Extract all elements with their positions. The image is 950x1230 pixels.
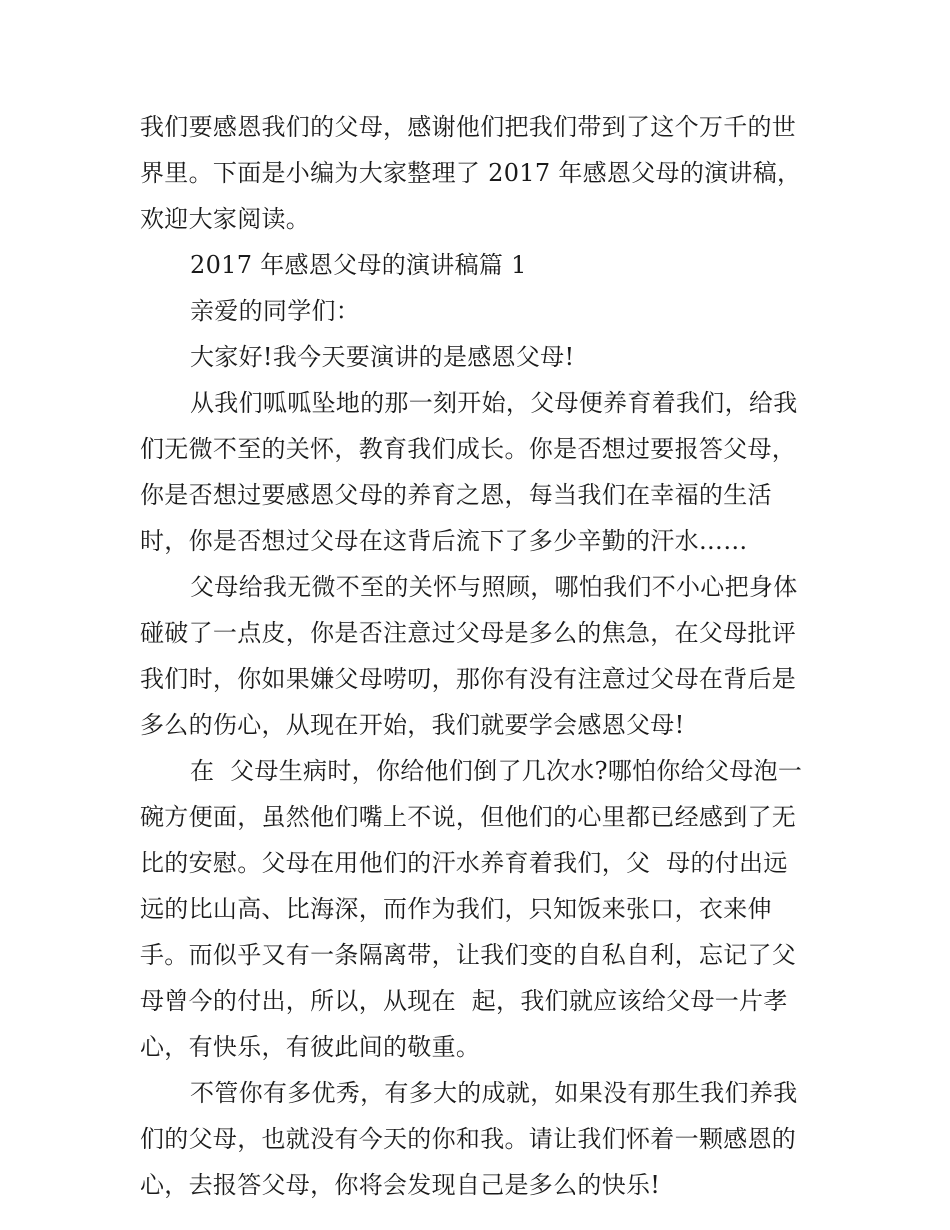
text-line: 多么的伤心，从现在开始，我们就要学会感恩父母! <box>140 711 685 739</box>
text-line: 心，去报答父母，你将会发现自己是多么的快乐! <box>140 1171 661 1199</box>
salutation: 亲爱的同学们： <box>190 297 361 325</box>
text-line: 远的比山高、比海深，而作为我们，只知饭来张口，衣来伸 <box>140 895 772 923</box>
text-line: 不管你有多优秀，有多大的成就，如果没有那生我们养我 <box>190 1079 798 1107</box>
text-line: 我们时，你如果嫌父母唠叨，那你有没有注意过父母在背后是 <box>140 665 797 693</box>
text-line: 母曾今的付出，所以，从现在 起，我们就应该给父母一片孝 <box>140 987 788 1015</box>
text-line: 界里。下面是小编为大家整理了 2017 年感恩父母的演讲稿， <box>140 159 802 187</box>
text-line: 碰破了一点皮，你是否注意过父母是多么的焦急，在父母批评 <box>140 619 797 647</box>
text-line: 手。而似乎又有一条隔离带，让我们变的自私自利，忘记了父 <box>140 941 797 969</box>
text-line: 们的父母，也就没有今天的你和我。请让我们怀着一颗感恩的 <box>140 1125 797 1153</box>
text-line: 们无微不至的关怀，教育我们成长。你是否想过要报答父母， <box>140 435 797 463</box>
section-heading: 2017 年感恩父母的演讲稿篇 1 <box>190 251 527 279</box>
text-line: 比的安慰。父母在用他们的汗水养育着我们，父 母的付出远 <box>140 849 788 877</box>
text-line: 我们要感恩我们的父母，感谢他们把我们带到了这个万千的世 <box>140 113 797 141</box>
text-line: 欢迎大家阅读。 <box>140 205 311 233</box>
text-line: 你是否想过要感恩父母的养育之恩，每当我们在幸福的生活 <box>140 481 772 509</box>
text-line: 心，有快乐，有彼此间的敬重。 <box>140 1033 481 1061</box>
text-line: 时，你是否想过父母在这背后流下了多少辛勤的汗水…… <box>140 527 748 555</box>
text-line: 在 父母生病时，你给他们倒了几次水?哪怕你给父母泡一 <box>190 757 803 785</box>
text-line: 大家好!我今天要演讲的是感恩父母! <box>190 343 575 371</box>
text-line: 碗方便面，虽然他们嘴上不说，但他们的心里都已经感到了无 <box>140 803 797 831</box>
text-line: 父母给我无微不至的关怀与照顾，哪怕我们不小心把身体 <box>190 573 798 601</box>
text-line: 从我们呱呱坠地的那一刻开始，父母便养育着我们，给我 <box>190 389 798 417</box>
